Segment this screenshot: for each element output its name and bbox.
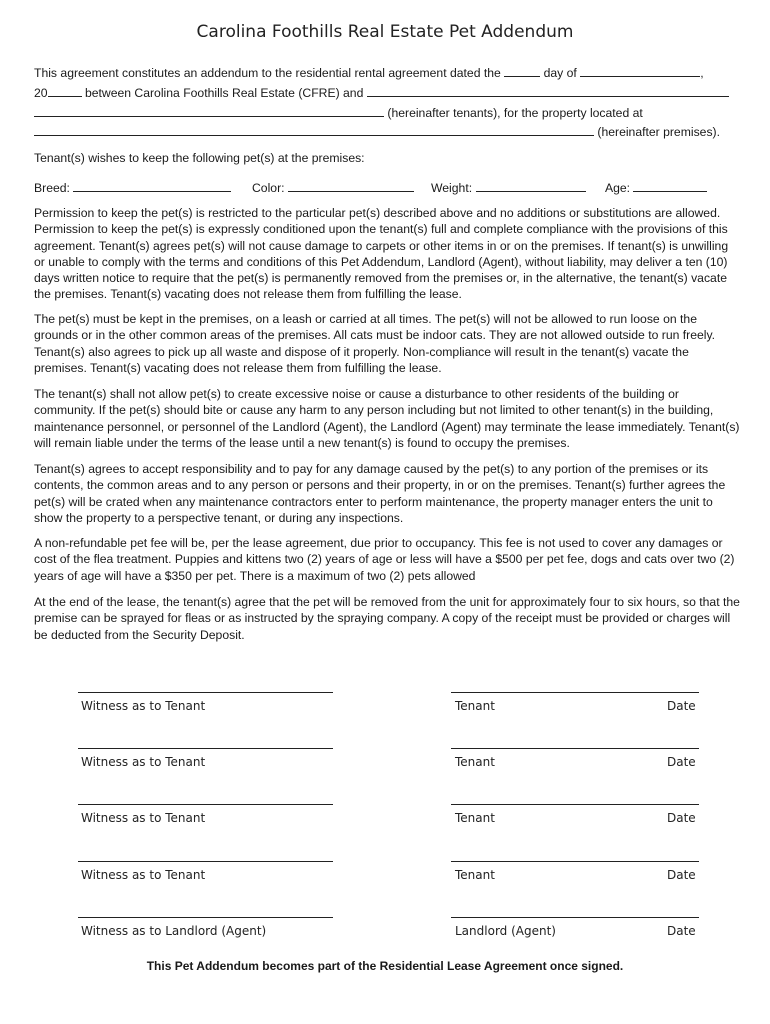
breed-field	[34, 179, 231, 195]
date-month-blank[interactable]	[580, 64, 700, 77]
witness-label: Witness as to Tenant	[81, 811, 206, 825]
paragraph-leash: The pet(s) must be kept in the premises, on a leash or carried at all times. The pet(s) will not be allowed to run loose on the grounds or in the other common areas of the premises. All cats must be indoor cats. They are not allowed outside to run freely. Tenant(s) also agrees to pick up all waste and dispose of it properly. Non-compliance will result in the tenant(s) vacate the premises. Tenant(s) vacating does not release them from fulfilling the lease.	[34, 312, 716, 375]
tenant-name-blank-2[interactable]	[34, 104, 384, 117]
tenant-label: Tenant	[455, 699, 495, 713]
witness-signature-line[interactable]	[78, 804, 333, 805]
tenant-signature-line[interactable]	[451, 804, 699, 805]
document-title: Carolina Foothills Real Estate Pet Addendum	[196, 22, 574, 42]
intro-line-2	[34, 84, 729, 101]
intro-text-between: between Carolina Foothills Real Estate (CFRE) and	[84, 86, 364, 100]
intro-line-4	[34, 123, 720, 140]
breed-input[interactable]	[73, 179, 231, 192]
witness-label: Witness as to Tenant	[81, 699, 206, 713]
paragraph-end-of-lease: At the end of the lease, the tenant(s) agree that the pet will be removed from the unit for approximately four to six hours, so that the premise can be sprayed for fleas or as instructed by the spraying company. A copy of the receipt must be provided or charges will be deducted from the Security Deposit.	[34, 595, 740, 642]
paragraph-damage: Tenant(s) agrees to accept responsibility and to pay for any damage caused by the pet(s) to any portion of the premises or its contents, the common areas and to any person or persons and their property, in or on the premises. Tenant(s) further agrees the pet(s) will be crated when any maintenance contractors enter to perform maintenance, the property manager enters the unit to show the property to a perspective tenant, or during any inspections.	[34, 462, 726, 525]
landlord-signature-line[interactable]	[451, 917, 699, 918]
intro-text-dated: This agreement constitutes an addendum to the residential rental agreement dated the	[34, 66, 501, 80]
age-input[interactable]	[633, 179, 707, 192]
landlord-label: Landlord (Agent)	[455, 924, 556, 938]
color-input[interactable]	[288, 179, 414, 192]
date-label: Date	[667, 868, 696, 882]
witness-signature-line[interactable]	[78, 692, 333, 693]
paragraph-noise: The tenant(s) shall not allow pet(s) to create excessive noise or cause a disturbance to other residents of the building or community. If the pet(s) should bite or cause any harm to any person including but not limited to other tenant(s) in the building, maintenance personnel, or personnel of the Landlord (Agent), the Landlord (Agent) may terminate the lease immediately. Tenant(s) will remain liable under the terms of the lease until a new tenant(s) is found to occupy the premises.	[34, 387, 740, 450]
witness-label: Witness as to Tenant	[81, 868, 206, 882]
landlord-witness-signature-line[interactable]	[78, 917, 333, 918]
intro-text-hereinafter-premises: (hereinafter premises).	[597, 125, 720, 139]
weight-field	[431, 179, 586, 195]
intro-line-3	[34, 104, 643, 121]
tenant-label: Tenant	[455, 811, 495, 825]
breed-label: Breed:	[34, 181, 70, 195]
intro-line-1	[34, 64, 704, 81]
intro-text-year-prefix: 20	[34, 86, 48, 100]
tenant-label: Tenant	[455, 755, 495, 769]
tenant-signature-line[interactable]	[451, 861, 699, 862]
paragraph-permission: Permission to keep the pet(s) is restricted to the particular pet(s) described above and no additions or substitutions are allowed. Permission to keep the pet(s) is expressly conditioned upon the tenant(s) full and complete compliance with the provisions of this agreement. Tenant(s) agrees pet(s) will not cause damage to carpets or other items in or on the premises. If tenant(s) is unwilling or unable to comply with the terms and conditions of this Pet Addendum, Landlord (Agent), without liability, may deliver a ten (10) days written notice to require that the pet(s) is permanently removed from the premises or, in the alternative, the tenant(s) vacate the premises. Tenant(s) vacating does not release them from fulfilling the lease.	[34, 206, 729, 302]
tenant-name-blank[interactable]	[367, 84, 729, 97]
pets-intro: Tenant(s) wishes to keep the following pet(s) at the premises:	[34, 151, 365, 165]
date-label: Date	[667, 924, 696, 938]
witness-label: Witness as to Tenant	[81, 755, 206, 769]
age-label: Age:	[605, 181, 631, 195]
color-field	[252, 179, 414, 195]
date-label: Date	[667, 811, 696, 825]
age-field	[605, 179, 707, 195]
date-year-blank[interactable]	[48, 84, 82, 97]
tenant-signature-line[interactable]	[451, 748, 699, 749]
paragraph-fee: A non-refundable pet fee will be, per the lease agreement, due prior to occupancy. This fee is not used to cover any damages or cost of the flea treatment. Puppies and kittens two (2) years of age or less will have a $500 per pet fee, dogs and cats over two (2) years of age will have a $350 per pet. There is a maximum of two (2) pets allowed	[34, 536, 735, 583]
intro-text-day-of: day of	[543, 66, 577, 80]
date-label: Date	[667, 755, 696, 769]
landlord-witness-label: Witness as to Landlord (Agent)	[81, 924, 267, 938]
tenant-signature-line[interactable]	[451, 692, 699, 693]
weight-label: Weight:	[431, 181, 473, 195]
date-day-blank[interactable]	[504, 64, 540, 77]
date-label: Date	[667, 699, 696, 713]
property-address-blank[interactable]	[34, 123, 594, 136]
witness-signature-line[interactable]	[78, 861, 333, 862]
tenant-label: Tenant	[455, 868, 495, 882]
footer-note: This Pet Addendum becomes part of the Residential Lease Agreement once signed.	[146, 959, 624, 973]
witness-signature-line[interactable]	[78, 748, 333, 749]
intro-comma: ,	[700, 66, 704, 80]
intro-text-hereinafter-tenants: (hereinafter tenants), for the property located at	[387, 106, 643, 120]
weight-input[interactable]	[476, 179, 586, 192]
color-label: Color:	[252, 181, 285, 195]
